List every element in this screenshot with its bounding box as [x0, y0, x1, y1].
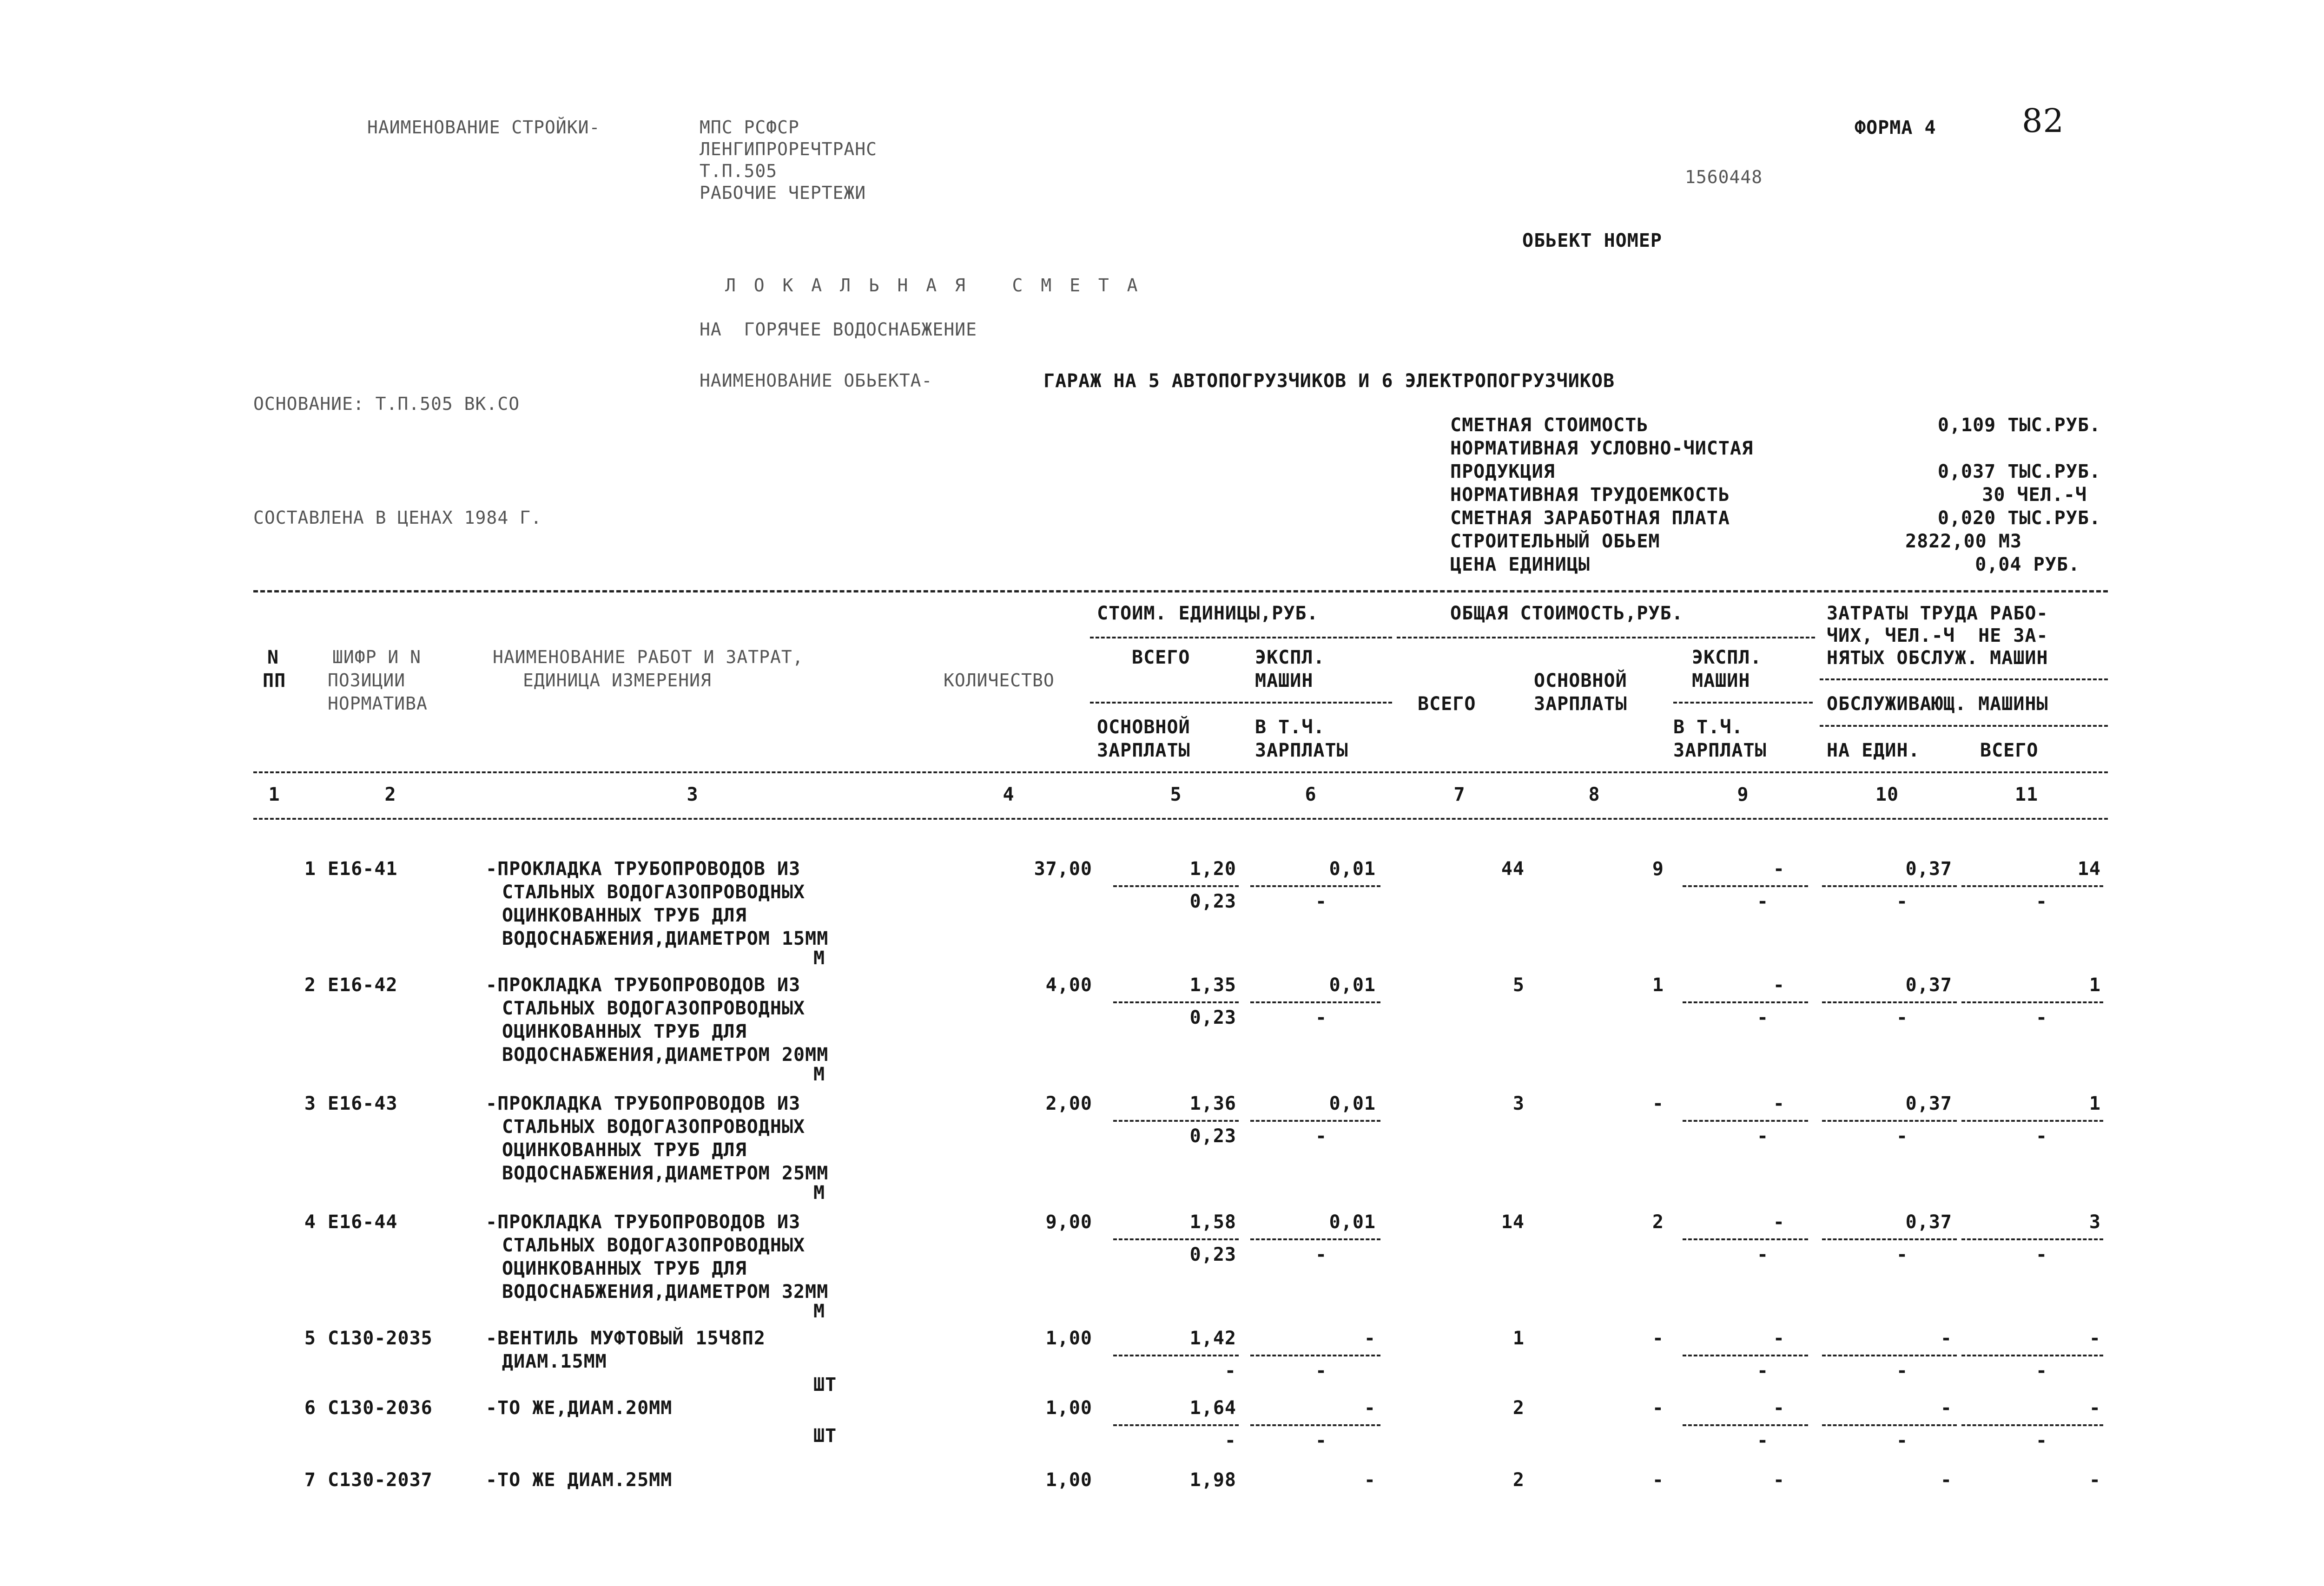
row-mach: - [1773, 1093, 1785, 1114]
row-name-line: СТАЛЬНЫХ ВОДОГАЗОПРОВОДНЫХ [502, 882, 805, 903]
construction-line-1: МПС РСФСР [700, 117, 799, 138]
cell-divider [1113, 1120, 1239, 1122]
estimate-title: Л О К А Л Ь Н А Я С М Е Т А [725, 275, 1142, 296]
row-wage: 1 [1652, 974, 1664, 996]
row-wage: - [1652, 1469, 1664, 1491]
col-header-n: N [267, 647, 279, 668]
row-code: Е16-41 [328, 858, 398, 880]
row-mach: - [1773, 1328, 1785, 1349]
row-unit: ШТ [813, 1374, 837, 1395]
row-name-line: СТАЛЬНЫХ ВОДОГАЗОПРОВОДНЫХ [502, 998, 805, 1019]
row-labor-unit: 0,37 [1905, 974, 1952, 996]
row-number: 4 [304, 1211, 316, 1233]
summary-label: СМЕТНАЯ СТОИМОСТЬ [1450, 415, 1649, 436]
row-unit-total: 1,35 [1189, 974, 1236, 996]
row-unit-wage-mach: - [1315, 1244, 1327, 1265]
row-name-line: ОЦИНКОВАННЫХ ТРУБ ДЛЯ [502, 1139, 747, 1161]
col-header-code: ШИФР И N [332, 647, 422, 667]
summary-label: СМЕТНАЯ ЗАРАБОТНАЯ ПЛАТА [1450, 507, 1730, 529]
cell-divider [1113, 1424, 1239, 1426]
row-unit-wage: 0,23 [1189, 1244, 1236, 1265]
col-header-code: ПОЗИЦИИ [328, 670, 406, 691]
row-name-line: -ПРОКЛАДКА ТРУБОПРОВОДОВ ИЗ [486, 974, 801, 996]
row-unit-mach: 0,01 [1329, 1211, 1376, 1233]
summary-value: 0,04 РУБ. [1975, 554, 2080, 575]
row-name-line: ОЦИНКОВАННЫХ ТРУБ ДЛЯ [502, 1258, 747, 1279]
row-name-line: -ПРОКЛАДКА ТРУБОПРОВОДОВ ИЗ [486, 858, 801, 880]
col-number: 7 [1453, 784, 1466, 805]
col-number: 5 [1170, 784, 1182, 805]
summary-value: 2822,00 М3 [1905, 531, 2022, 552]
row-labor-unit-b: - [1896, 1430, 1908, 1451]
row-name-line: ВОДОСНАБЖЕНИЯ,ДИАМЕТРОМ 20ММ [502, 1044, 829, 1066]
summary-label: НОРМАТИВНАЯ ТРУДОЕМКОСТЬ [1450, 484, 1730, 506]
summary-value: 0,109 ТЫС.РУБ. [1937, 415, 2101, 436]
row-labor-unit: - [1940, 1469, 1952, 1491]
row-labor-total: - [2089, 1397, 2101, 1419]
row-unit-wage-mach: - [1315, 1430, 1327, 1451]
row-unit-mach: 0,01 [1329, 974, 1376, 996]
row-unit: М [813, 1301, 825, 1322]
row-unit-total: 1,64 [1189, 1397, 1236, 1419]
row-unit-total: 1,20 [1189, 858, 1236, 880]
object-number-label: ОБЬЕКТ НОМЕР [1522, 230, 1662, 251]
row-number: 6 [304, 1397, 316, 1419]
row-labor-unit-b: - [1896, 1007, 1908, 1028]
row-labor-total-b: - [2036, 891, 2048, 912]
basis-text: ОСНОВАНИЕ: Т.П.505 ВК.СО [253, 394, 520, 414]
cell-divider [1113, 1001, 1239, 1003]
summary-value: 0,037 ТЫС.РУБ. [1937, 461, 2101, 482]
col-header-name: НАИМЕНОВАНИЕ РАБОТ И ЗАТРАТ, [493, 647, 804, 667]
row-number: 3 [304, 1093, 316, 1114]
row-labor-unit: 0,37 [1905, 858, 1952, 880]
row-labor-total-b: - [2036, 1244, 2048, 1265]
row-unit: ШТ [813, 1425, 837, 1447]
row-total: 2 [1512, 1397, 1525, 1419]
row-labor-total: - [2089, 1469, 2101, 1491]
rule [1397, 637, 1815, 638]
col-header-c8: ЗАРПЛАТЫ [1534, 693, 1627, 715]
row-wage: - [1652, 1093, 1664, 1114]
row-labor-total-b: - [2036, 1430, 2048, 1451]
col-header-c9a: ЭКСПЛ. [1692, 647, 1762, 668]
cell-divider [1822, 885, 1957, 887]
col-header-total-cost: ОБЩАЯ СТОИМОСТЬ,РУБ. [1450, 603, 1684, 624]
row-unit-wage: - [1224, 1360, 1236, 1382]
row-unit-wage-mach: - [1315, 1360, 1327, 1382]
cell-divider [1961, 1001, 2103, 1003]
object-name-label: НАИМЕНОВАНИЕ ОБЬЕКТА- [700, 370, 933, 391]
row-unit: М [813, 1064, 825, 1085]
col-number: 1 [268, 784, 280, 805]
row-qty: 1,00 [1045, 1469, 1092, 1491]
col-number: 6 [1305, 784, 1317, 805]
row-labor-unit-b: - [1896, 1360, 1908, 1382]
document-code: 1560448 [1685, 167, 1763, 187]
row-qty: 2,00 [1045, 1093, 1092, 1114]
col-header-qty: КОЛИЧЕСТВО [944, 670, 1055, 691]
row-labor-unit-b: - [1896, 1125, 1908, 1147]
col-header-c5a: ВСЕГО [1132, 647, 1190, 668]
row-qty: 4,00 [1045, 974, 1092, 996]
row-name-line: -ПРОКЛАДКА ТРУБОПРОВОДОВ ИЗ [486, 1093, 801, 1114]
row-unit: М [813, 1182, 825, 1204]
row-unit-wage-mach: - [1315, 1007, 1327, 1028]
row-name-line: СТАЛЬНЫХ ВОДОГАЗОПРОВОДНЫХ [502, 1116, 805, 1138]
cell-divider [1961, 1355, 2103, 1356]
construction-line-2: ЛЕНГИПРОРЕЧТРАНС [700, 139, 878, 159]
col-number: 4 [1003, 784, 1015, 805]
row-unit-wage: - [1224, 1430, 1236, 1451]
row-mach-wage: - [1757, 1430, 1769, 1451]
row-unit-mach: 0,01 [1329, 1093, 1376, 1114]
construction-line-4: РАБОЧИЕ ЧЕРТЕЖИ [700, 183, 866, 203]
row-number: 1 [304, 858, 316, 880]
col-number: 2 [384, 784, 396, 805]
col-header-labor-b: ОБСЛУЖИВАЮЩ. МАШИНЫ [1827, 693, 2048, 715]
row-unit: М [813, 948, 825, 969]
row-name-line: -ПРОКЛАДКА ТРУБОПРОВОДОВ ИЗ [486, 1211, 801, 1233]
col-header-unit-cost: СТОИМ. ЕДИНИЦЫ,РУБ. [1097, 603, 1319, 624]
cell-divider [1822, 1120, 1957, 1122]
cell-divider [1683, 1424, 1808, 1426]
row-qty: 9,00 [1045, 1211, 1092, 1233]
row-unit-wage: 0,23 [1189, 1125, 1236, 1147]
summary-label: СТРОИТЕЛЬНЫЙ ОБЬЕМ [1450, 531, 1660, 552]
row-labor-total: - [2089, 1328, 2101, 1349]
col-header-c6b: В Т.Ч. [1255, 717, 1325, 738]
rule [1090, 702, 1392, 704]
col-header-name: ЕДИНИЦА ИЗМЕРЕНИЯ [523, 670, 712, 691]
estimate-subtitle: НА ГОРЯЧЕЕ ВОДОСНАБЖЕНИЕ [700, 319, 977, 340]
row-labor-unit: 0,37 [1905, 1211, 1952, 1233]
col-header-c6a: МАШИН [1255, 670, 1314, 691]
row-mach: - [1773, 858, 1785, 880]
rule [1673, 702, 1813, 704]
cell-divider [1250, 1001, 1380, 1003]
row-unit-total: 1,58 [1189, 1211, 1236, 1233]
cell-divider [1250, 1238, 1380, 1240]
row-total: 3 [1512, 1093, 1525, 1114]
row-unit-mach: 0,01 [1329, 858, 1376, 880]
row-mach-wage: - [1757, 1360, 1769, 1382]
summary-label: ЦЕНА ЕДИНИЦЫ [1450, 554, 1590, 575]
col-header-c6a: ЭКСПЛ. [1255, 647, 1325, 668]
row-total: 14 [1501, 1211, 1525, 1233]
row-labor-unit: - [1940, 1328, 1952, 1349]
cell-divider [1961, 1238, 2103, 1240]
cell-divider [1683, 1001, 1808, 1003]
header-rule [253, 771, 2108, 773]
summary-value: 30 ЧЕЛ.-Ч [1982, 484, 2087, 506]
cell-divider [1822, 1001, 1957, 1003]
col-header-c9b: В Т.Ч. [1673, 717, 1743, 738]
form-label: ФОРМА 4 [1855, 117, 1936, 138]
row-mach: - [1773, 1469, 1785, 1491]
col-header-c5b: ОСНОВНОЙ [1097, 717, 1190, 738]
row-unit-wage: 0,23 [1189, 891, 1236, 912]
row-mach: - [1773, 1211, 1785, 1233]
row-unit-mach: - [1364, 1397, 1376, 1419]
row-total: 2 [1512, 1469, 1525, 1491]
row-code: Е16-44 [328, 1211, 398, 1233]
row-unit-wage-mach: - [1315, 1125, 1327, 1147]
row-labor-total-b: - [2036, 1360, 2048, 1382]
row-labor-total-b: - [2036, 1125, 2048, 1147]
col-number: 8 [1588, 784, 1600, 805]
cell-divider [1250, 885, 1380, 887]
summary-label: ПРОДУКЦИЯ [1450, 461, 1555, 482]
col-header-c9b: ЗАРПЛАТЫ [1673, 740, 1767, 761]
col-header-c9a: МАШИН [1692, 670, 1750, 691]
cell-divider [1113, 885, 1239, 887]
row-labor-total: 3 [2089, 1211, 2101, 1233]
row-name-line: -ТО ЖЕ ДИАМ.25ММ [486, 1469, 673, 1491]
row-name-line: ОЦИНКОВАННЫХ ТРУБ ДЛЯ [502, 905, 747, 926]
cell-divider [1961, 885, 2103, 887]
row-mach: - [1773, 1397, 1785, 1419]
row-wage: - [1652, 1397, 1664, 1419]
cell-divider [1822, 1238, 1957, 1240]
cell-divider [1250, 1120, 1380, 1122]
cell-divider [1683, 1238, 1808, 1240]
col-header-c6b: ЗАРПЛАТЫ [1255, 740, 1348, 761]
cell-divider [1683, 885, 1808, 887]
row-unit-total: 1,36 [1189, 1093, 1236, 1114]
row-name-line: -ВЕНТИЛЬ МУФТОВЫЙ 15Ч8П2 [486, 1328, 766, 1349]
row-total: 44 [1501, 858, 1525, 880]
row-total: 5 [1512, 974, 1525, 996]
construction-line-3: Т.П.505 [700, 161, 778, 181]
row-number: 7 [304, 1469, 316, 1491]
row-name-line: ДИАМ.15ММ [502, 1351, 607, 1372]
row-unit-mach: - [1364, 1328, 1376, 1349]
row-code: С130-2035 [328, 1328, 433, 1349]
table-top-rule [253, 590, 2108, 592]
col-header-c5b: ЗАРПЛАТЫ [1097, 740, 1190, 761]
col-header-code: НОРМАТИВА [328, 693, 428, 714]
col-number: 10 [1875, 784, 1899, 805]
summary-label: НОРМАТИВНАЯ УСЛОВНО-ЧИСТАЯ [1450, 438, 1754, 459]
row-mach-wage: - [1757, 1007, 1769, 1028]
col-header-labor: НЯТЫХ ОБСЛУЖ. МАШИН [1827, 647, 2048, 669]
row-code: С130-2036 [328, 1397, 433, 1419]
row-labor-unit: 0,37 [1905, 1093, 1952, 1114]
col-header-c10: НА ЕДИН. [1827, 740, 1920, 761]
row-mach-wage: - [1757, 891, 1769, 912]
prices-year-text: СОСТАВЛЕНА В ЦЕНАХ 1984 Г. [253, 507, 542, 528]
row-unit-wage-mach: - [1315, 891, 1327, 912]
row-labor-total: 1 [2089, 974, 2101, 996]
cell-divider [1683, 1355, 1808, 1356]
col-header-c8: ОСНОВНОЙ [1534, 670, 1627, 691]
row-code: Е16-42 [328, 974, 398, 996]
row-qty: 37,00 [1034, 858, 1092, 880]
row-number: 2 [304, 974, 316, 996]
row-unit-total: 1,98 [1189, 1469, 1236, 1491]
row-qty: 1,00 [1045, 1328, 1092, 1349]
row-total: 1 [1512, 1328, 1525, 1349]
cell-divider [1683, 1120, 1808, 1122]
col-header-labor: ЗАТРАТЫ ТРУДА РАБО- [1827, 603, 2048, 624]
row-wage: 9 [1652, 858, 1664, 880]
row-name-line: СТАЛЬНЫХ ВОДОГАЗОПРОВОДНЫХ [502, 1235, 805, 1256]
row-mach-wage: - [1757, 1125, 1769, 1147]
row-name-line: -ТО ЖЕ,ДИАМ.20ММ [486, 1397, 673, 1419]
cell-divider [1113, 1355, 1239, 1356]
row-code: С130-2037 [328, 1469, 433, 1491]
row-labor-total-b: - [2036, 1007, 2048, 1028]
row-unit-wage: 0,23 [1189, 1007, 1236, 1028]
row-mach-wage: - [1757, 1244, 1769, 1265]
row-labor-unit-b: - [1896, 1244, 1908, 1265]
row-name-line: ВОДОСНАБЖЕНИЯ,ДИАМЕТРОМ 32ММ [502, 1281, 829, 1303]
cell-divider [1961, 1424, 2103, 1426]
cell-divider [1250, 1355, 1380, 1356]
col-number: 3 [687, 784, 699, 805]
row-code: Е16-43 [328, 1093, 398, 1114]
col-header-labor: ЧИХ, ЧЕЛ.-Ч НЕ ЗА- [1827, 625, 2048, 646]
page-number: 82 [2022, 102, 2065, 140]
row-qty: 1,00 [1045, 1397, 1092, 1419]
row-unit-mach: - [1364, 1469, 1376, 1491]
cell-divider [1113, 1238, 1239, 1240]
row-labor-total: 1 [2089, 1093, 2101, 1114]
row-wage: 2 [1652, 1211, 1664, 1233]
row-name-line: ОЦИНКОВАННЫХ ТРУБ ДЛЯ [502, 1021, 747, 1042]
cell-divider [1822, 1355, 1957, 1356]
col-header-c11: ВСЕГО [1980, 740, 2039, 761]
row-labor-total: 14 [2077, 858, 2101, 880]
row-labor-unit-b: - [1896, 891, 1908, 912]
cell-divider [1961, 1120, 2103, 1122]
construction-label: НАИМЕНОВАНИЕ СТРОЙКИ- [367, 117, 601, 138]
row-unit-total: 1,42 [1189, 1328, 1236, 1349]
rule [1820, 725, 2108, 727]
row-mach: - [1773, 974, 1785, 996]
row-wage: - [1652, 1328, 1664, 1349]
summary-value: 0,020 ТЫС.РУБ. [1937, 507, 2101, 529]
col-number: 9 [1737, 784, 1749, 805]
row-name-line: ВОДОСНАБЖЕНИЯ,ДИАМЕТРОМ 25ММ [502, 1163, 829, 1184]
rule [1090, 637, 1392, 638]
cell-divider [1822, 1424, 1957, 1426]
col-header-c7: ВСЕГО [1418, 693, 1476, 715]
cell-divider [1250, 1424, 1380, 1426]
rule [1820, 678, 2108, 680]
row-name-line: ВОДОСНАБЖЕНИЯ,ДИАМЕТРОМ 15ММ [502, 928, 829, 949]
object-name: ГАРАЖ НА 5 АВТОПОГРУЗЧИКОВ И 6 ЭЛЕКТРОПОГРУЗЧИКОВ [1043, 370, 1615, 392]
header-bottom-rule [253, 818, 2108, 820]
row-labor-unit: - [1940, 1397, 1952, 1419]
col-number: 11 [2014, 784, 2039, 805]
row-number: 5 [304, 1328, 316, 1349]
col-header-n: ПП [263, 670, 286, 691]
